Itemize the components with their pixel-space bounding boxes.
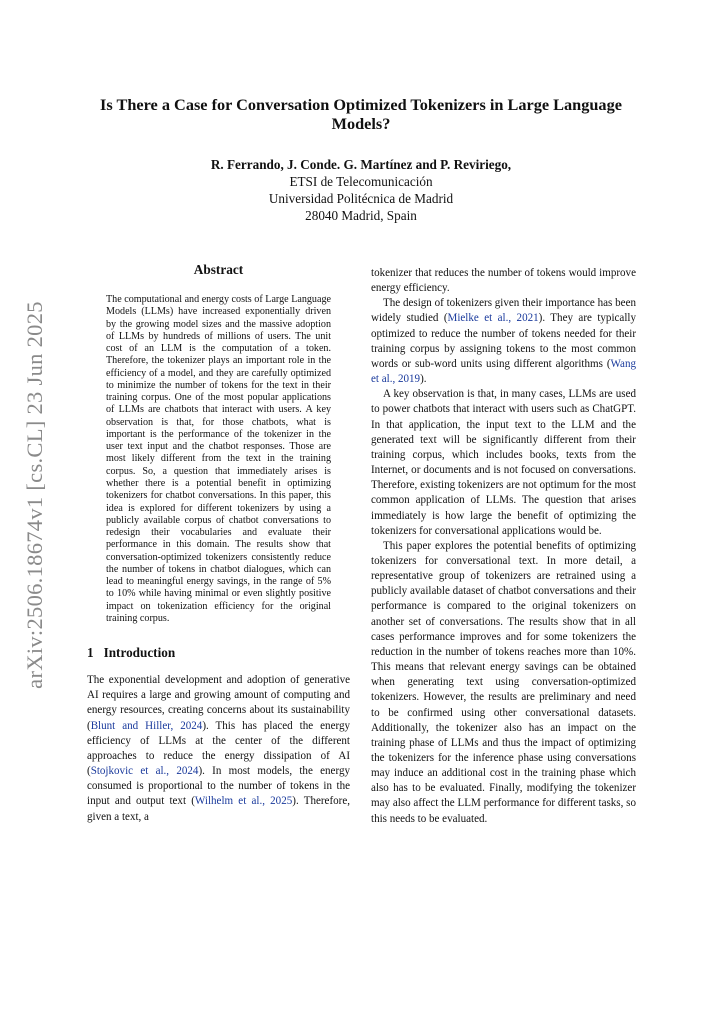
intro-paragraph-1-continued: tokenizer that reduces the number of tokens would improve energy efficiency.	[371, 267, 636, 295]
affiliation-line: 28040 Madrid, Spain	[305, 208, 417, 223]
citation-link[interactable]: Blunt and Hiller, 2024	[90, 719, 203, 732]
intro-paragraph-2	[371, 296, 636, 387]
text-run: ). They are typically optimized to reduce the number of tokens needed for their training corpus by assigning tokens to the most common words or sub-word units using different algorithms (	[371, 312, 636, 370]
citation-link[interactable]: Stojkovic et al., 2024	[90, 765, 199, 778]
text-run: The design of tokenizers given their importance has been widely studied (	[371, 297, 636, 325]
citation-link[interactable]: Wilhelm et al., 2025	[194, 795, 293, 808]
author-names: R. Ferrando, J. Conde. G. Martínez and P. Reviriego,	[210, 157, 512, 172]
text-run: ). Therefore, given a text, a	[87, 795, 350, 823]
section-number: 1	[87, 645, 94, 661]
intro-paragraph-1	[87, 673, 350, 825]
left-column	[87, 262, 350, 825]
text-run: ).	[420, 373, 427, 386]
arxiv-stamp	[22, 300, 48, 690]
paper-title: Is There a Case for Conversation Optimized Tokenizers in Large Language Models?	[100, 95, 622, 133]
author-block	[84, 156, 638, 224]
affiliation-line: Universidad Politécnica de Madrid	[268, 191, 454, 206]
section-heading-introduction	[87, 645, 350, 661]
affiliation-line: ETSI de Telecomunicación	[289, 174, 433, 189]
citation-link[interactable]: Wang et al., 2019	[371, 357, 636, 386]
arxiv-stamp-text: arXiv:2506.18674v1 [cs.CL] 23 Jun 2025	[22, 301, 47, 689]
abstract-heading: Abstract	[193, 262, 244, 277]
abstract-text: The computational and energy costs of Large Language Models (LLMs) have increased exponentially driven by the growing model sizes and the massive adoption of LLMs by hundreds of millions of users. The unit cost of an LLM is the computation of a token. Therefore, the tokenizer plays an important role in the efficiency of a model, and they are carefully optimized to minimize the number of tokens for the text in their training corpus. One of the most popular applications of LLMs are chatbots that interact with users. A key observation is that, for those chatbots, what is important is the performance of the tokenizer in the user text input and the chatbot responses. Those are most likely different from the text in the training corpus. So, a question that immediately arises is whether there is a potential benefit in optimizing tokenizers for chatbot conversations. In this paper, this idea is explored for different tokenizers by using a publicly available corpus of chatbot conversations to redesign their vocabularies and evaluate their performance in this domain. The results show that conversation-optimized tokenizers consistently reduce the number of tokens in chatbot dialogues, which can lead to meaningful energy savings, in the range of 5% to 10% while having minimal or even slightly positive impact on tokenization efficiency for the original training corpus.	[106, 294, 331, 624]
text-run: ). This has placed the energy efficiency of LLMs at the center of the different approaches to reduce the energy dissipation of AI (	[87, 719, 350, 778]
intro-paragraph-3: A key observation is that, in many cases, LLMs are used to power chatbots that interact with users such as ChatGPT. In that application, the input text to the LLM and the generated text will be significantly different from their training corpus, which includes books, texts from the Internet, or documents and is not focused on conversations. Therefore, existing tokenizers are not optimum for the most common application of LLMs. The question that arises immediately is how large the benefit of optimizing the tokenizers for conversational applications would be.	[371, 388, 636, 537]
right-column	[371, 266, 636, 827]
citation-link[interactable]: Mielke et al., 2021	[447, 312, 539, 325]
intro-paragraph-4: This paper explores the potential benefits of optimizing tokenizers for conversational text. In more detail, a representative group of tokenizers are retrained using a publicly available dataset of chatbot conversations and their performance is compared to the original tokenizers on another set of conversations. The results show that in all cases performance improves and for some tokenizers the reduction in the number of tokens reaches more than 10%. This means that relevant energy savings can be obtained when generating text using conversation-optimized tokenizers. However, the results are preliminary and need to be confirmed using other conversational datasets. Additionally, the tokenizer also has an impact on the training phase of LLMs and thus the impact of optimizing the tokenizers for the inference phase using conversations may induce an additional cost in the training phase which also has to be evaluated. Finally, modifying the tokenizer may also affect the LLM performance for different tasks, so this needs to be evaluated.	[371, 539, 636, 825]
text-run: ). In most models, the energy consumed is proportional to the number of tokens in the input and output text (	[87, 765, 350, 808]
section-title: Introduction	[103, 645, 176, 661]
text-run: The exponential development and adoption of generative AI requires a large and growing amount of computing and energy resources, creating concerns about its sustainability (	[87, 674, 350, 732]
